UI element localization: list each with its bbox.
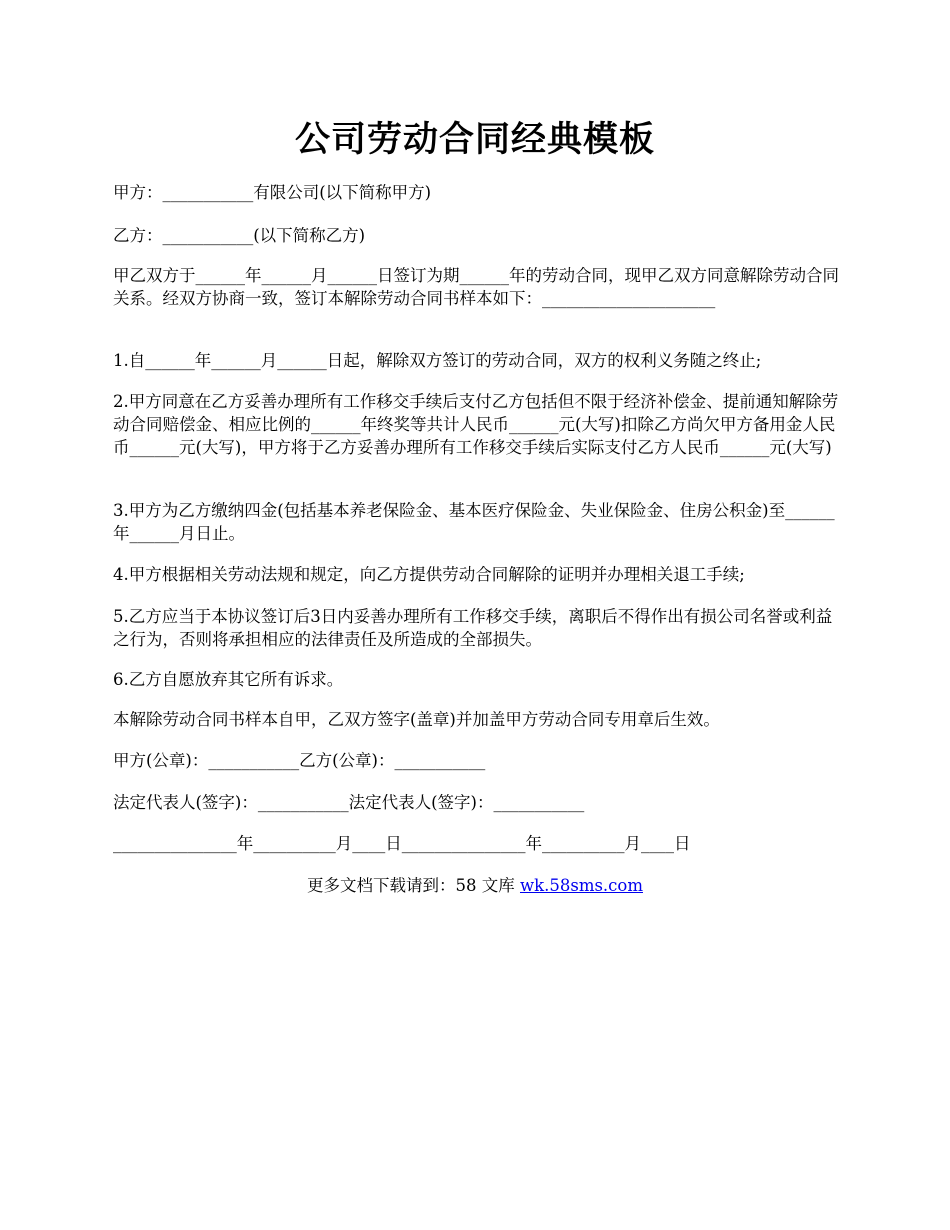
footer-note xyxy=(0,874,950,897)
clause-4: 4.甲方根据相关劳动法规和规定，向乙方提供劳动合同解除的证明并办理相关退工手续; xyxy=(113,565,745,584)
clause-1: 1.自______年______月______日起，解除双方签订的劳动合同，双方的权利义务随之终止; xyxy=(113,351,762,370)
date-line: _______________年__________月____日_______________年__________月____日 xyxy=(113,834,691,853)
intro-paragraph: 甲乙双方于______年______月______日签订为期______年的劳动合同，现甲乙双方同意解除劳动合同关系。经双方协商一致，签订本解除劳动合同书样本如下：_____________________ xyxy=(113,266,839,308)
clause-2: 2.甲方同意在乙方妥善办理所有工作移交手续后支付乙方包括但不限于经济补偿金、提前通知解除劳动合同赔偿金、相应比例的______年终奖等共计人民币______元(大写)扣除乙方尚欠甲方备用金人民币______元(大写)，甲方将于乙方妥善办理所有工作移交手续后实际支付乙方人民币______元(大写) xyxy=(113,392,839,457)
clause-5: 5.乙方应当于本协议签订后3日内妥善办理所有工作移交手续，离职后不得作出有损公司名誉或利益之行为，否则将承担相应的法律责任及所造成的全部损失。 xyxy=(113,607,833,649)
clause-3: 3.甲方为乙方缴纳四金(包括基本养老保险金、基本医疗保险金、失业保险金、住房公积金)至______年______月日止。 xyxy=(113,501,835,543)
clause-6: 6.乙方自愿放弃其它所有诉求。 xyxy=(113,670,344,689)
party-a-line: 甲方：___________有限公司(以下简称甲方) xyxy=(113,183,432,202)
footer-text: 更多文档下载请到：58 文库 xyxy=(306,876,520,895)
seal-line: 甲方(公章)：___________乙方(公章)：___________ xyxy=(113,751,486,770)
footer-link[interactable]: wk.58sms.com xyxy=(519,876,643,895)
signature-line: 法定代表人(签字)：___________法定代表人(签字)：___________ xyxy=(113,793,585,812)
document-title: 公司劳动合同经典模板 xyxy=(294,119,655,160)
effective-clause: 本解除劳动合同书样本自甲，乙双方签字(盖章)并加盖甲方劳动合同专用章后生效。 xyxy=(113,710,720,729)
party-b-line: 乙方：___________(以下简称乙方) xyxy=(113,226,366,245)
